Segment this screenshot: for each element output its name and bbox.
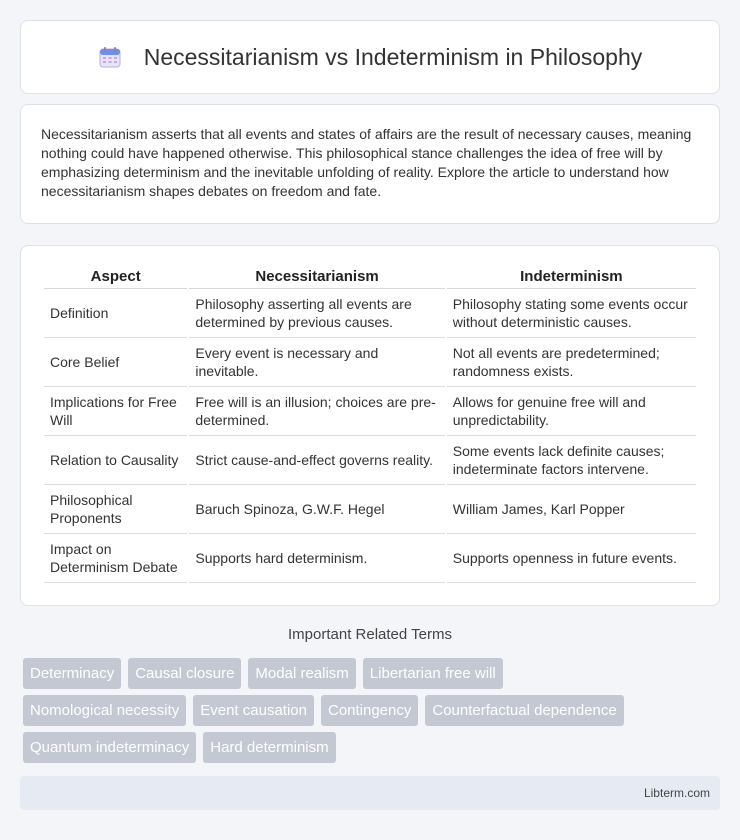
table-row <box>44 289 696 338</box>
table-cell: Philosophical Proponents <box>44 485 187 534</box>
tag-quantum-indeterminacy[interactable]: Quantum indeterminacy <box>23 732 196 763</box>
tag-libertarian-free-will[interactable]: Libertarian free will <box>363 658 503 689</box>
table-cell: Not all events are predetermined; randomness exists. <box>447 338 696 387</box>
footer-site-link[interactable]: Libterm.com <box>643 786 710 800</box>
table-cell: Some events lack definite causes; indeterminate factors intervene. <box>447 436 696 485</box>
tag-nomological-necessity[interactable]: Nomological necessity <box>23 695 186 726</box>
comparison-table <box>42 266 698 583</box>
header-indeterminism: Indeterminism <box>447 266 696 289</box>
table-cell: Core Belief <box>44 338 187 387</box>
table-row <box>44 534 696 583</box>
table-row <box>44 436 696 485</box>
related-terms-title: Important Related Terms <box>288 626 452 643</box>
table-cell: Impact on Determinism Debate <box>44 534 187 583</box>
table-cell: Philosophy asserting all events are determined by previous causes. <box>189 289 444 338</box>
table-header-row <box>44 266 696 289</box>
table-cell: Allows for genuine free will and unpredictability. <box>447 387 696 436</box>
table-cell: Philosophy stating some events occur without deterministic causes. <box>447 289 696 338</box>
table-cell: Supports hard determinism. <box>189 534 444 583</box>
table-cell: William James, Karl Popper <box>447 485 696 534</box>
page-title: Necessitarianism vs Indeterminism in Philosophy <box>143 43 643 70</box>
table-cell: Every event is necessary and inevitable. <box>189 338 444 387</box>
intro-card <box>20 104 720 224</box>
tag-causal-closure[interactable]: Causal closure <box>128 658 241 689</box>
table-cell: Strict cause-and-effect governs reality. <box>189 436 444 485</box>
tag-modal-realism[interactable]: Modal realism <box>248 658 355 689</box>
tag-contingency[interactable]: Contingency <box>321 695 418 726</box>
intro-text: Necessitarianism asserts that all events and states of affairs are the result of necessary causes, meaning nothing could have happened otherwise. This philosophical stance challenges the idea of free will by emphasizing determinism and the inevitable unfolding of reality. Explore the article to understand how necessitarianism shapes debates on freedom and fate. <box>41 126 692 199</box>
tag-event-causation[interactable]: Event causation <box>193 695 314 726</box>
tag-determinacy[interactable]: Determinacy <box>23 658 121 689</box>
footer <box>20 776 720 810</box>
table-cell: Supports openness in future events. <box>447 534 696 583</box>
related-terms-list <box>23 658 703 769</box>
tag-counterfactual-dependence[interactable]: Counterfactual dependence <box>425 695 623 726</box>
table-row <box>44 485 696 534</box>
table-cell: Relation to Causality <box>44 436 187 485</box>
header-card <box>20 20 720 94</box>
table-cell: Baruch Spinoza, G.W.F. Hegel <box>189 485 444 534</box>
table-cell: Implications for Free Will <box>44 387 187 436</box>
table-cell: Free will is an illusion; choices are pre-determined. <box>189 387 444 436</box>
header-aspect: Aspect <box>44 266 187 289</box>
comparison-table-card <box>20 245 720 606</box>
header-necessitarianism: Necessitarianism <box>189 266 444 289</box>
tag-hard-determinism[interactable]: Hard determinism <box>203 732 335 763</box>
table-cell: Definition <box>44 289 187 338</box>
calendar-icon <box>98 45 122 69</box>
table-row <box>44 387 696 436</box>
table-row <box>44 338 696 387</box>
